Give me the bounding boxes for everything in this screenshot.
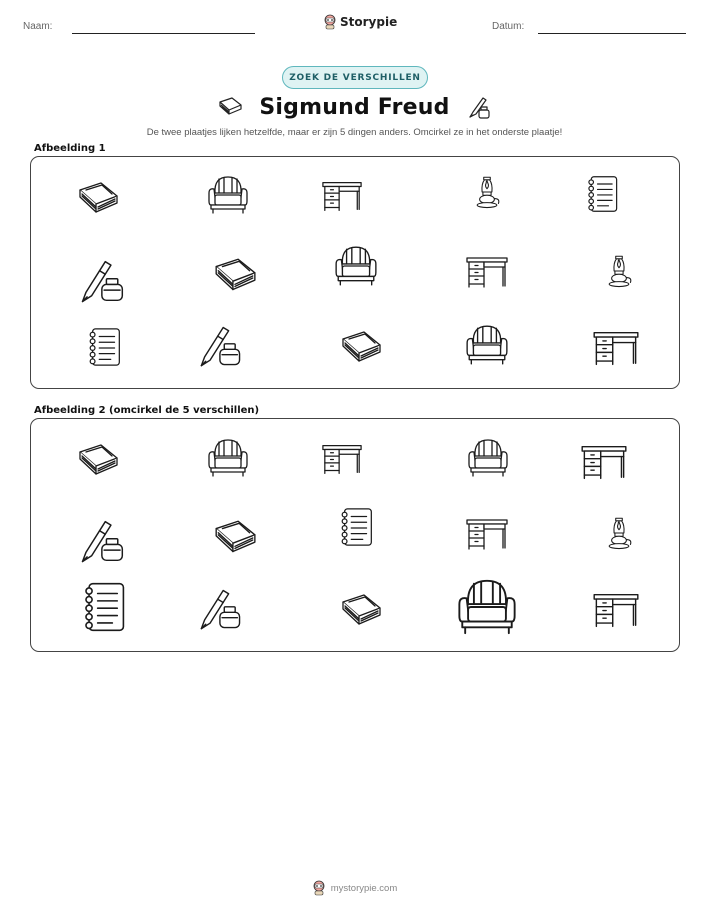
pen-ink-icon[interactable] [197,585,245,633]
picture2-label: Afbeelding 2 (omcirkel de 5 verschillen) [34,405,260,416]
storypie-mascot-icon [312,880,326,896]
pen-ink-icon [466,94,492,120]
brand-logo [323,14,397,30]
desk-icon[interactable] [321,438,363,480]
desk-icon[interactable] [592,586,640,634]
notebook-icon [84,326,126,368]
oil-lamp-icon [469,174,505,210]
book-icon[interactable] [212,516,258,562]
footer-url: mystorypie.com [330,882,398,894]
title-row [0,92,709,122]
name-line[interactable] [72,33,255,34]
book-icon [212,254,258,300]
desk-icon [592,324,640,372]
desk-icon [465,250,509,294]
oil-lamp-icon[interactable] [601,515,637,551]
pen-ink-icon [78,256,128,306]
worksheet-title: Sigmund Freud [259,94,450,120]
notebook-icon [583,174,623,214]
storypie-mascot-icon [323,14,337,30]
armchair-icon[interactable] [455,575,519,639]
name-label: Naam: [23,21,53,32]
notebook-icon[interactable] [336,506,378,548]
armchair-icon [464,322,510,368]
armchair-icon [333,243,379,289]
book-icon [339,327,383,371]
date-line[interactable] [538,33,686,34]
desk-icon [321,175,363,217]
activity-badge: ZOEK DE VERSCHILLEN [282,66,428,89]
desk-icon[interactable] [580,438,628,486]
armchair-icon[interactable] [466,436,510,480]
date-label: Datum: [492,21,525,32]
pen-ink-icon [197,322,245,370]
book-icon[interactable] [339,590,383,634]
brand-name: Storypie [340,15,398,29]
notebook-icon[interactable] [78,580,132,634]
oil-lamp-icon [601,253,637,289]
armchair-icon [206,173,250,217]
desk-icon[interactable] [465,512,509,556]
armchair-icon[interactable] [206,436,250,480]
picture1-label: Afbeelding 1 [34,143,106,154]
instructions: De twee plaatjes lijken hetzelfde, maar er zijn 5 dingen anders. Omcirkel ze in het onderste plaatje! [146,127,563,138]
book-icon[interactable] [76,440,120,484]
pen-ink-icon[interactable] [78,516,128,566]
book-icon [217,96,243,118]
book-icon [76,178,120,222]
footer [0,880,709,896]
